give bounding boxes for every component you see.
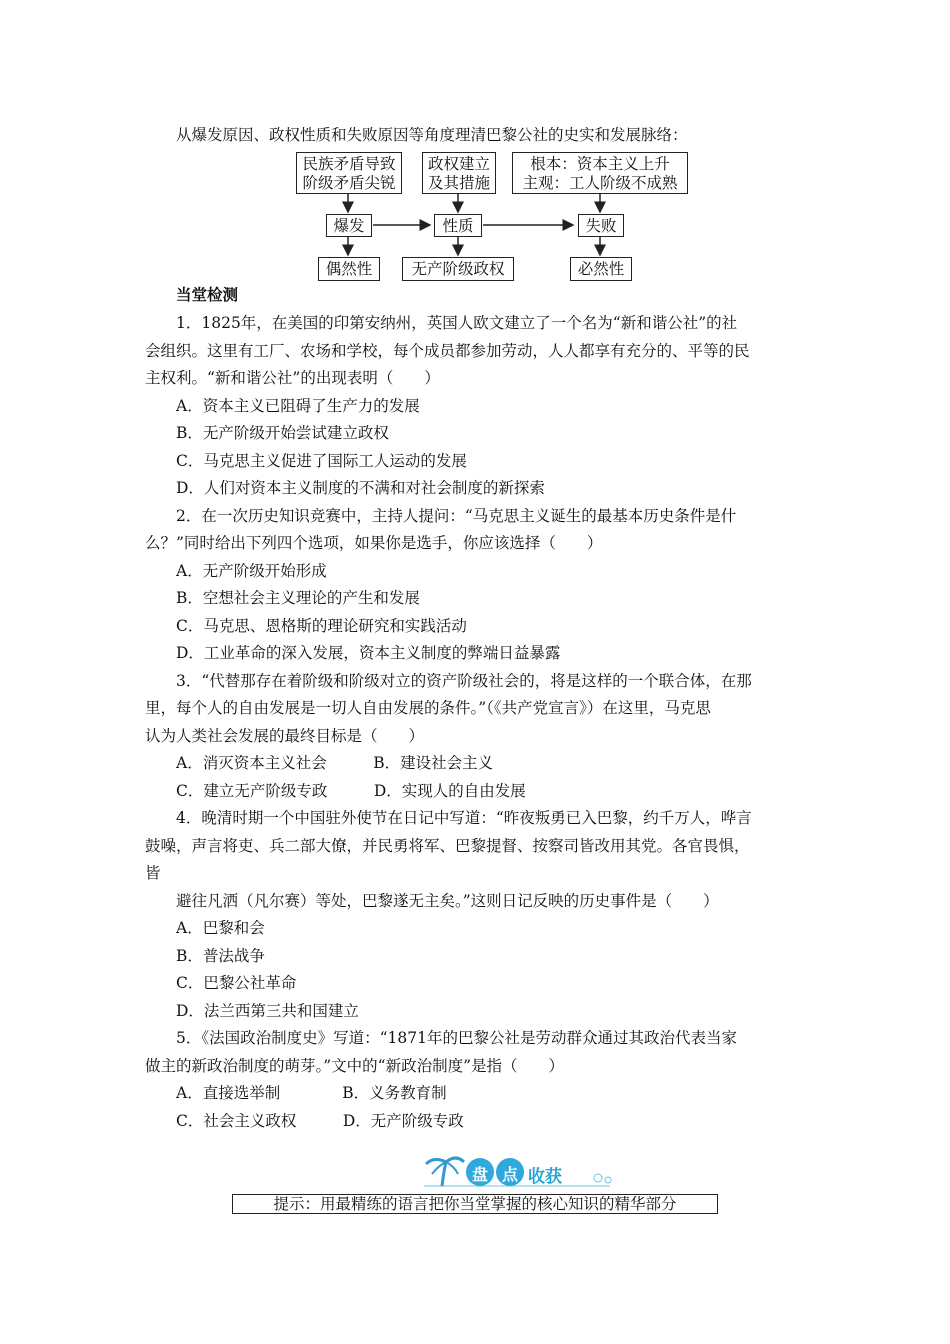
q4-line-1: 4．晚清时期一个中国驻外使节在日记中写道：“昨夜叛勇已入巴黎，约千万人，哗言: [176, 809, 752, 827]
cause-box-1: [296, 152, 402, 194]
q5-line-1: 5．《法国政治制度史》写道：“1871年的巴黎公社是劳动群众通过其政治代表当家: [176, 1029, 737, 1047]
q1-option-a: A．资本主义已阻碍了生产力的发展: [176, 397, 420, 415]
q4-option-d: D．法兰西第三共和国建立: [176, 1002, 359, 1020]
q2-option-b: B．空想社会主义理论的产生和发展: [176, 589, 420, 607]
mid-box-nature: 性质: [434, 214, 482, 237]
q3-line-3: 认为人类社会发展的最终目标是（ ）: [145, 727, 425, 745]
out-box-contingency: 偶然性: [318, 257, 380, 281]
mid-box-outbreak: 爆发: [326, 214, 372, 237]
hint-box: 提示：用最精练的语言把你当堂掌握的核心知识的精华部分: [232, 1194, 718, 1214]
q1-option-b: B．无产阶级开始尝试建立政权: [176, 424, 389, 442]
q5-line-2: 做主的新政治制度的萌芽。”文中的“新政治制度”是指（ ）: [145, 1057, 565, 1075]
section-title: 当堂检测: [176, 286, 239, 304]
palm-tree-icon: [424, 1152, 624, 1192]
cause-1-line-1: 民族矛盾导致: [302, 155, 396, 173]
logo-rest: 收获: [528, 1167, 562, 1187]
q4-line-2: 鼓噪，声言将吏、兵二部大僚，并民勇将军、巴黎提督、按察司皆改用其党。各官畏惧，: [145, 837, 750, 855]
logo-char-2: 点: [502, 1165, 519, 1184]
cause-box-3: [512, 152, 688, 194]
cause-1-line-2: 阶级矛盾尖锐: [302, 174, 396, 192]
cause-box-2: [422, 152, 496, 194]
q3-options-cd: C．建立无产阶级专政 D．实现人的自由发展: [176, 782, 526, 800]
q2-option-c: C．马克思、恩格斯的理论研究和实践活动: [176, 617, 467, 635]
q3-options-ab: A．消灭资本主义社会 B．建设社会主义: [176, 754, 494, 772]
cause-2-line-2: 及其措施: [427, 174, 490, 192]
q5-options-cd: C．社会主义政权 D．无产阶级专政: [176, 1112, 464, 1130]
q4-line-3: 皆: [145, 864, 161, 882]
q2-option-d: D．工业革命的深入发展，资本主义制度的弊端日益暴露: [176, 644, 561, 662]
diagram-arrows: [0, 0, 950, 300]
out-box-necessity: 必然性: [570, 257, 632, 281]
q2-option-a: A．无产阶级开始形成: [176, 562, 327, 580]
cause-3-line-1: 根本：资本主义上升: [530, 155, 670, 173]
q5-options-ab: A．直接选举制 B．义务教育制: [176, 1084, 447, 1102]
q1-line-2: 会组织。这里有工厂、农场和学校，每个成员都参加劳动，人人都享有充分的、平等的民: [145, 342, 750, 360]
q2-line-2: 么？”同时给出下列四个选项，如果你是选手，你应该选择（ ）: [145, 534, 603, 552]
q3-line-1: 3．“代替那存在着阶级和阶级对立的资产阶级社会的，将是这样的一个联合体，在那: [176, 672, 752, 690]
cause-2-line-1: 政权建立: [427, 155, 490, 173]
q1-line-3: 主权利。“新和谐公社”的出现表明（ ）: [145, 369, 440, 387]
logo-char-1: 盘: [472, 1165, 489, 1184]
out-box-proletarian: 无产阶级政权: [402, 257, 514, 281]
q3-line-2: 里，每个人的自由发展是一切人自由发展的条件。”（《共产党宣言》）在这里，马克思: [145, 699, 711, 717]
q4-option-b: B．普法战争: [176, 947, 265, 965]
q4-line-4: 避往凡洒（凡尔赛）等处，巴黎遂无主矣。”这则日记反映的历史事件是（ ）: [176, 892, 719, 910]
q1-option-d: D．人们对资本主义制度的不满和对社会制度的新探索: [176, 479, 545, 497]
mid-box-failure: 失败: [578, 214, 624, 237]
intro-text: 从爆发原因、政权性质和失败原因等角度理清巴黎公社的史实和发展脉络：: [176, 126, 688, 144]
q1-option-c: C．马克思主义促进了国际工人运动的发展: [176, 452, 467, 470]
cause-3-line-2: 主观：工人阶级不成熟: [522, 174, 678, 192]
q4-option-c: C．巴黎公社革命: [176, 974, 297, 992]
q1-line-1: 1．1825年，在美国的印第安纳州，英国人欧文建立了一个名为“新和谐公社”的社: [176, 314, 738, 332]
q2-line-1: 2．在一次历史知识竞赛中，主持人提问：“马克思主义诞生的最基本历史条件是什: [176, 507, 737, 525]
summary-logo: [424, 1152, 624, 1192]
q4-option-a: A．巴黎和会: [176, 919, 265, 937]
